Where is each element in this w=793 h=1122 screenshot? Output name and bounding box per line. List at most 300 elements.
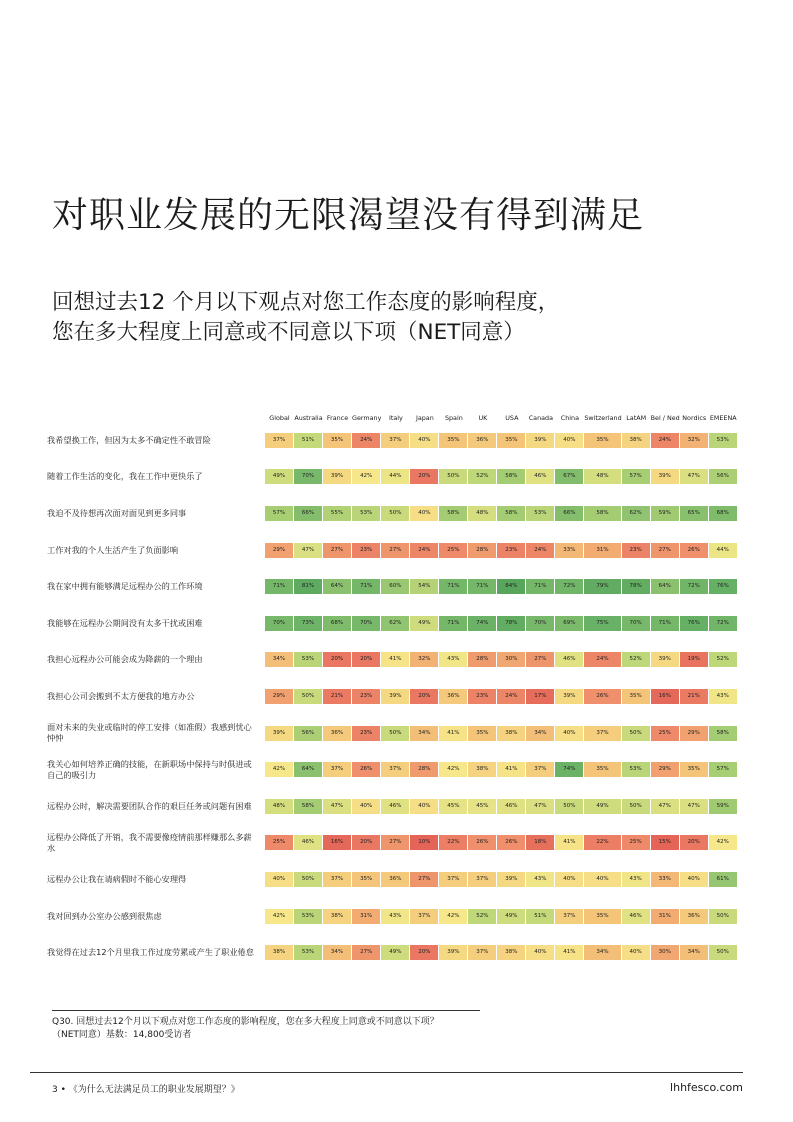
heatmap-cell: [526, 422, 555, 459]
heatmap-cell: [709, 605, 738, 642]
heatmap-cell: [526, 788, 555, 825]
heatmap-cell: [622, 788, 651, 825]
heatmap-cell: [468, 825, 497, 862]
cell-value: 51%: [526, 909, 555, 924]
cell-value: 21%: [323, 689, 352, 704]
cell-value: 71%: [468, 579, 497, 594]
cell-value: 66%: [555, 506, 584, 521]
heatmap-cell: [651, 678, 680, 715]
heatmap-cell: [526, 605, 555, 642]
heatmap-cell: [584, 532, 621, 569]
header-corner: [42, 404, 265, 422]
heatmap-cell: [323, 422, 352, 459]
heatmap-cell: [651, 532, 680, 569]
table-row: [42, 422, 738, 459]
heatmap-cell: [439, 715, 468, 752]
heatmap-cell: [265, 861, 294, 898]
cell-value: 58%: [497, 506, 526, 521]
question-line-1: Q30. 回想过去12个月以下观点对您工作态度的影响程度，您在多大程度上同意或不同意以下项？: [52, 1017, 439, 1027]
cell-value: 29%: [265, 689, 294, 704]
cell-value: 20%: [680, 835, 709, 850]
cell-value: 27%: [323, 543, 352, 558]
heatmap-cell: [410, 605, 439, 642]
cell-value: 35%: [352, 872, 381, 887]
cell-value: 39%: [497, 872, 526, 887]
cell-value: 27%: [352, 945, 381, 960]
heatmap-cell: [352, 459, 381, 496]
heatmap-cell: [555, 422, 584, 459]
column-header: Japan: [415, 414, 434, 422]
cell-value: 64%: [323, 579, 352, 594]
heatmap-cell: [265, 605, 294, 642]
cell-value: 35%: [584, 762, 621, 777]
cell-value: 48%: [584, 469, 621, 484]
heatmap-cell: [555, 751, 584, 788]
cell-value: 55%: [323, 506, 352, 521]
cell-value: 53%: [709, 433, 738, 448]
cell-value: 47%: [651, 799, 680, 814]
cell-value: 29%: [651, 762, 680, 777]
cell-value: 39%: [651, 469, 680, 484]
row-label: 我能够在远程办公期间没有太多干扰或困难: [47, 617, 203, 628]
page-reference: 3 • 《为什么无法满足员工的职业发展期望？》: [52, 1085, 240, 1095]
heatmap-cell: [265, 934, 294, 971]
heatmap-cell: [294, 422, 323, 459]
cell-value: 24%: [526, 543, 555, 558]
heatmap-cell: [584, 459, 621, 496]
cell-value: 46%: [381, 799, 410, 814]
cell-value: 34%: [584, 945, 621, 960]
heatmap-cell: [439, 861, 468, 898]
cell-value: 16%: [323, 835, 352, 850]
heatmap-cell: [526, 898, 555, 935]
cell-value: 74%: [468, 616, 497, 631]
heatmap-cell: [410, 642, 439, 679]
heatmap-cell: [680, 422, 709, 459]
heatmap-cell: [265, 568, 294, 605]
heatmap-cell: [468, 715, 497, 752]
heatmap-cell: [651, 495, 680, 532]
cell-value: 24%: [497, 689, 526, 704]
heatmap-cell: [323, 751, 352, 788]
cell-value: 31%: [352, 909, 381, 924]
page-title: 对职业发展的无限渴望没有得到满足: [52, 195, 645, 236]
cell-value: 41%: [555, 835, 584, 850]
table-row: [42, 751, 738, 788]
heatmap-cell: [622, 605, 651, 642]
heatmap-cell: [352, 751, 381, 788]
heatmap-cell: [709, 495, 738, 532]
heatmap-cell: [439, 459, 468, 496]
subtitle-line-1: 回想过去12 个月以下观点对您工作态度的影响程度，: [52, 290, 560, 315]
cell-value: 50%: [709, 909, 738, 924]
website-link[interactable]: lhhfesco.com: [670, 1081, 743, 1094]
column-header: LatAM: [626, 414, 647, 422]
heatmap-cell: [323, 825, 352, 862]
cell-value: 33%: [651, 872, 680, 887]
cell-value: 64%: [651, 579, 680, 594]
heatmap-cell: [709, 678, 738, 715]
cell-value: 53%: [526, 506, 555, 521]
heatmap-cell: [381, 934, 410, 971]
heatmap-cell: [622, 861, 651, 898]
column-header: USA: [505, 414, 519, 422]
heatmap-cell: [584, 605, 621, 642]
cell-value: 26%: [584, 689, 621, 704]
heatmap-cell: [584, 825, 621, 862]
cell-value: 27%: [381, 835, 410, 850]
footer-divider: [30, 1072, 743, 1073]
heatmap-cell: [555, 715, 584, 752]
heatmap-cell: [468, 751, 497, 788]
heatmap-cell: [622, 642, 651, 679]
heatmap-cell: [584, 568, 621, 605]
heatmap-cell: [526, 495, 555, 532]
heatmap-cell: [651, 459, 680, 496]
cell-value: 49%: [265, 469, 294, 484]
cell-value: 50%: [381, 726, 410, 741]
cell-value: 78%: [497, 616, 526, 631]
cell-value: 79%: [584, 579, 621, 594]
table-row: [42, 459, 738, 496]
heatmap-cell: [555, 788, 584, 825]
heatmap-cell: [526, 861, 555, 898]
cell-value: 21%: [680, 689, 709, 704]
heatmap-cell: [555, 495, 584, 532]
heatmap-cell: [468, 568, 497, 605]
heatmap-cell: [555, 459, 584, 496]
heatmap-cell: [497, 715, 526, 752]
cell-value: 50%: [381, 506, 410, 521]
footnote-divider: [52, 1010, 480, 1011]
row-label: 随着工作生活的变化，我在工作中更快乐了: [47, 471, 203, 482]
cell-value: 26%: [468, 835, 497, 850]
heatmap-cell: [622, 678, 651, 715]
heatmap-cell: [352, 678, 381, 715]
heatmap-cell: [622, 934, 651, 971]
column-header: Canada: [528, 414, 554, 422]
heatmap-cell: [709, 459, 738, 496]
heatmap-cell: [439, 422, 468, 459]
column-header: Germany: [352, 414, 382, 422]
cell-value: 40%: [680, 872, 709, 887]
cell-value: 25%: [265, 835, 294, 850]
cell-value: 23%: [352, 543, 381, 558]
cell-value: 40%: [526, 945, 555, 960]
cell-value: 20%: [352, 835, 381, 850]
cell-value: 39%: [651, 652, 680, 667]
cell-value: 39%: [555, 689, 584, 704]
cell-value: 46%: [294, 835, 323, 850]
heatmap-cell: [294, 642, 323, 679]
cell-value: 47%: [526, 799, 555, 814]
heatmap-cell: [555, 861, 584, 898]
cell-value: 20%: [352, 652, 381, 667]
cell-value: 40%: [410, 506, 439, 521]
heatmap-cell: [584, 861, 621, 898]
cell-value: 38%: [497, 945, 526, 960]
cell-value: 49%: [497, 909, 526, 924]
cell-value: 37%: [555, 909, 584, 924]
cell-value: 42%: [439, 762, 468, 777]
heatmap-cell: [526, 715, 555, 752]
heatmap-cell: [323, 605, 352, 642]
row-label: 我觉得在过去12个月里我工作过度劳累或产生了职业倦怠: [47, 947, 254, 958]
heatmap-table: [42, 404, 738, 971]
heatmap-cell: [651, 568, 680, 605]
table-row: [42, 495, 738, 532]
cell-value: 49%: [410, 616, 439, 631]
cell-value: 28%: [410, 762, 439, 777]
cell-value: 71%: [352, 579, 381, 594]
heatmap-cell: [323, 898, 352, 935]
heatmap-cell: [709, 934, 738, 971]
heatmap-body: [42, 422, 738, 971]
heatmap-cell: [294, 715, 323, 752]
heatmap-cell: [352, 422, 381, 459]
heatmap-cell: [709, 422, 738, 459]
cell-value: 62%: [622, 506, 651, 521]
heatmap-cell: [497, 898, 526, 935]
heatmap-cell: [352, 605, 381, 642]
heatmap-cell: [294, 459, 323, 496]
cell-value: 52%: [622, 652, 651, 667]
heatmap-cell: [651, 934, 680, 971]
heatmap-cell: [622, 715, 651, 752]
heatmap-cell: [439, 751, 468, 788]
cell-value: 23%: [352, 689, 381, 704]
table-row: [42, 898, 738, 935]
cell-value: 43%: [709, 689, 738, 704]
column-header: Australia: [294, 414, 323, 422]
cell-value: 28%: [468, 543, 497, 558]
cell-value: 53%: [294, 909, 323, 924]
cell-value: 40%: [584, 872, 621, 887]
heatmap-cell: [265, 422, 294, 459]
cell-value: 70%: [352, 616, 381, 631]
row-label: 我担心公司会搬到不太方便我的地方办公: [47, 690, 195, 701]
cell-value: 47%: [294, 543, 323, 558]
heatmap-cell: [497, 422, 526, 459]
heatmap-cell: [526, 678, 555, 715]
cell-value: 71%: [439, 579, 468, 594]
cell-value: 40%: [555, 872, 584, 887]
cell-value: 37%: [468, 872, 497, 887]
heatmap-cell: [381, 788, 410, 825]
heatmap-cell: [555, 642, 584, 679]
cell-value: 37%: [265, 433, 294, 448]
heatmap-cell: [680, 934, 709, 971]
cell-value: 39%: [265, 726, 294, 741]
cell-value: 42%: [352, 469, 381, 484]
heatmap-cell: [584, 898, 621, 935]
heatmap-cell: [294, 861, 323, 898]
cell-value: 35%: [497, 433, 526, 448]
heatmap-cell: [468, 605, 497, 642]
heatmap-cell: [439, 568, 468, 605]
survey-question-note: [52, 1016, 612, 1042]
heatmap-cell: [265, 678, 294, 715]
heatmap-cell: [651, 788, 680, 825]
cell-value: 28%: [468, 652, 497, 667]
heatmap-cell: [323, 678, 352, 715]
table-row: [42, 678, 738, 715]
cell-value: 43%: [526, 872, 555, 887]
heatmap-cell: [352, 898, 381, 935]
row-label: 我希望换工作，但因为太多不确定性不敢冒险: [47, 434, 211, 445]
cell-value: 35%: [323, 433, 352, 448]
heatmap-cell: [439, 605, 468, 642]
heatmap-cell: [352, 642, 381, 679]
cell-value: 42%: [439, 909, 468, 924]
heatmap-cell: [381, 495, 410, 532]
cell-value: 27%: [381, 543, 410, 558]
heatmap-cell: [410, 898, 439, 935]
heatmap-cell: [651, 898, 680, 935]
heatmap-cell: [410, 715, 439, 752]
heatmap-cell: [709, 532, 738, 569]
cell-value: 75%: [584, 616, 621, 631]
heatmap-cell: [381, 422, 410, 459]
cell-value: 32%: [680, 433, 709, 448]
cell-value: 19%: [680, 652, 709, 667]
heatmap-cell: [410, 825, 439, 862]
heatmap-cell: [526, 459, 555, 496]
cell-value: 27%: [526, 652, 555, 667]
heatmap-cell: [352, 934, 381, 971]
heatmap-cell: [622, 825, 651, 862]
heatmap-cell: [680, 642, 709, 679]
heatmap-cell: [410, 751, 439, 788]
heatmap-cell: [526, 568, 555, 605]
cell-value: 52%: [468, 909, 497, 924]
heatmap-cell: [709, 825, 738, 862]
cell-value: 33%: [555, 543, 584, 558]
cell-value: 31%: [651, 909, 680, 924]
cell-value: 56%: [294, 726, 323, 741]
heatmap-cell: [381, 898, 410, 935]
heatmap-cell: [709, 898, 738, 935]
heatmap-cell: [651, 715, 680, 752]
cell-value: 52%: [468, 469, 497, 484]
cell-value: 37%: [468, 945, 497, 960]
cell-value: 62%: [381, 616, 410, 631]
cell-value: 43%: [381, 909, 410, 924]
cell-value: 18%: [526, 835, 555, 850]
row-label: 我在家中拥有能够满足远程办公的工作环境: [47, 581, 203, 592]
heatmap-cell: [294, 934, 323, 971]
heatmap-cell: [352, 715, 381, 752]
subtitle-line-2: 您在多大程度上同意或不同意以下项（NET同意）: [52, 320, 525, 345]
cell-value: 51%: [294, 433, 323, 448]
heatmap-cell: [265, 825, 294, 862]
cell-value: 48%: [468, 506, 497, 521]
cell-value: 35%: [622, 689, 651, 704]
cell-value: 70%: [622, 616, 651, 631]
heatmap-cell: [468, 459, 497, 496]
cell-value: 38%: [323, 909, 352, 924]
heatmap-cell: [410, 532, 439, 569]
cell-value: 71%: [526, 579, 555, 594]
cell-value: 73%: [294, 616, 323, 631]
heatmap-cell: [381, 825, 410, 862]
cell-value: 69%: [555, 616, 584, 631]
column-header: France: [326, 414, 349, 422]
cell-value: 40%: [352, 799, 381, 814]
table-row: [42, 825, 738, 862]
cell-value: 20%: [410, 945, 439, 960]
cell-value: 30%: [651, 945, 680, 960]
cell-value: 40%: [555, 726, 584, 741]
cell-value: 40%: [622, 945, 651, 960]
heatmap-cell: [622, 422, 651, 459]
heatmap-cell: [294, 678, 323, 715]
cell-value: 34%: [265, 652, 294, 667]
heatmap-cell: [651, 422, 680, 459]
cell-value: 23%: [622, 543, 651, 558]
cell-value: 30%: [497, 652, 526, 667]
cell-value: 68%: [709, 506, 738, 521]
heatmap-cell: [622, 898, 651, 935]
heatmap-cell: [381, 605, 410, 642]
cell-value: 35%: [468, 726, 497, 741]
cell-value: 37%: [439, 872, 468, 887]
cell-value: 45%: [468, 799, 497, 814]
cell-value: 35%: [584, 909, 621, 924]
cell-value: 34%: [526, 726, 555, 741]
heatmap-header-row: [42, 404, 738, 422]
cell-value: 58%: [294, 799, 323, 814]
heatmap-cell: [555, 568, 584, 605]
cell-value: 37%: [323, 872, 352, 887]
heatmap-cell: [323, 934, 352, 971]
page-subtitle: [52, 288, 752, 348]
heatmap-cell: [439, 495, 468, 532]
cell-value: 29%: [265, 543, 294, 558]
heatmap-cell: [680, 459, 709, 496]
cell-value: 39%: [323, 469, 352, 484]
heatmap-cell: [584, 934, 621, 971]
heatmap-cell: [323, 861, 352, 898]
cell-value: 37%: [381, 762, 410, 777]
cell-value: 74%: [555, 762, 584, 777]
heatmap-cell: [680, 605, 709, 642]
table-row: [42, 715, 738, 752]
question-line-2: （NET同意）基数：14,800受访者: [52, 1030, 192, 1040]
cell-value: 24%: [352, 433, 381, 448]
cell-value: 58%: [584, 506, 621, 521]
heatmap-cell: [680, 898, 709, 935]
cell-value: 81%: [294, 579, 323, 594]
heatmap-cell: [439, 934, 468, 971]
cell-value: 35%: [680, 762, 709, 777]
cell-value: 24%: [584, 652, 621, 667]
cell-value: 36%: [680, 909, 709, 924]
heatmap-cell: [709, 861, 738, 898]
heatmap-cell: [439, 678, 468, 715]
heatmap-cell: [468, 861, 497, 898]
column-header: UK: [478, 414, 488, 422]
heatmap-cell: [468, 678, 497, 715]
cell-value: 41%: [439, 726, 468, 741]
row-label: 我担心远程办公可能会成为降薪的一个理由: [47, 654, 203, 665]
column-header: Italy: [388, 414, 403, 422]
heatmap-cell: [323, 642, 352, 679]
heatmap-cell: [265, 532, 294, 569]
cell-value: 36%: [468, 433, 497, 448]
cell-value: 38%: [265, 945, 294, 960]
heatmap-cell: [468, 898, 497, 935]
